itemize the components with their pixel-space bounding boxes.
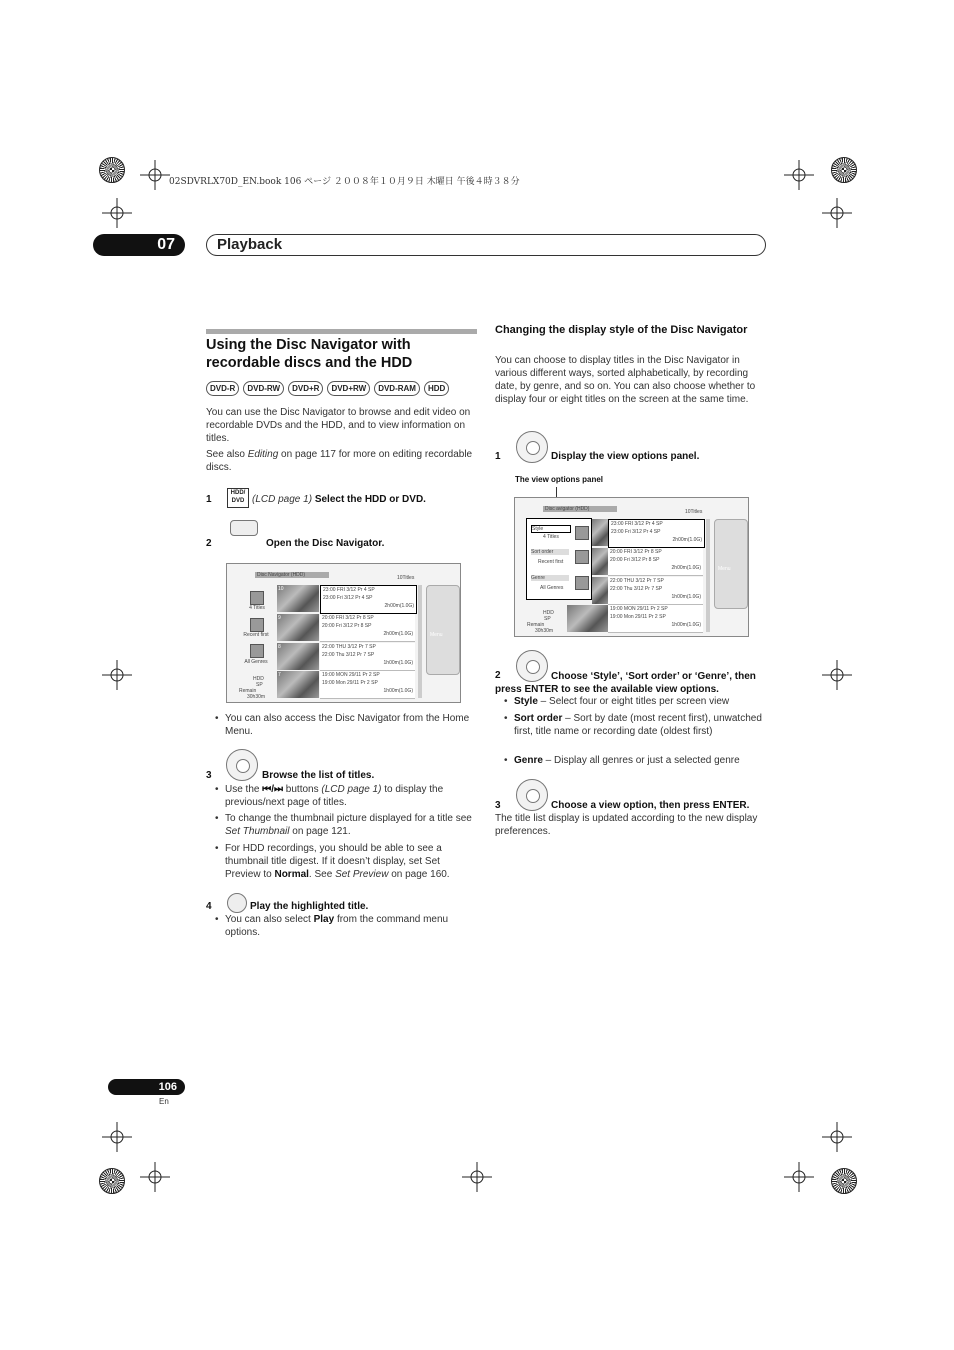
genre-value: All Genres <box>244 659 268 665</box>
sort-icon <box>250 618 264 632</box>
thumbnail <box>277 671 319 698</box>
badge-dvd-plus-rw: DVD+RW <box>327 381 370 396</box>
home-menu-button-icon <box>230 520 258 536</box>
title-row[interactable]: 20:00 FRI 3/12 Pr 8 SP 20:00 Fri 3/12 Pr 8 SP 2h00m(1.0G) <box>608 548 703 576</box>
titles-icon <box>575 526 589 540</box>
color-target-mark <box>831 157 857 183</box>
sort-value: Recent first <box>243 632 269 638</box>
hdd-label: HDD <box>543 610 554 616</box>
row-number: 10 <box>278 586 284 592</box>
see-also-paragraph: See also Editing on page 117 for more on editing recordable discs. <box>206 449 473 473</box>
section-heading: Using the Disc Navigator with recordable discs and the HDD <box>206 337 413 371</box>
remain-time: 30h30m <box>247 694 266 700</box>
thumbnail <box>567 605 608 632</box>
title-row[interactable]: 22:00 THU 3/12 Pr 7 SP 22:00 Thu 3/12 Pr 7 SP 1h00m(1.0G) <box>320 643 415 671</box>
step-4-number: 4 <box>206 901 212 912</box>
genre-icon <box>575 576 589 590</box>
disc-navigator-title: Disc avigator (HDD) <box>543 506 617 512</box>
joystick-icon <box>516 431 548 463</box>
print-header: 02SDVRLX70D_EN.book 106 ページ ２００８年１０月９日 木曜日 午後４時３８分 <box>169 177 520 187</box>
registration-mark <box>140 160 170 190</box>
registration-mark <box>102 1122 132 1152</box>
step-1-text: (LCD page 1) Select the HDD or DVD. <box>252 494 426 505</box>
right-step-3-number: 3 <box>495 800 501 811</box>
style-value: 4 Titles <box>249 605 265 611</box>
bullet-genre: • Genre – Display all genres or just a selected genre <box>504 754 767 767</box>
title-row[interactable]: 22:00 THU 3/12 Pr 7 SP 22:00 Thu 3/12 Pr 7 SP 1h00m(1.0G) <box>608 577 703 605</box>
bullet-play: • You can also select Play from the command menu options. <box>215 913 478 939</box>
hdd-dvd-button-icon: HDD/ DVD <box>227 488 249 508</box>
joystick-icon <box>516 779 548 811</box>
registration-mark <box>822 198 852 228</box>
disc-navigator-screen <box>226 563 461 703</box>
remain-label: Remain <box>239 688 257 694</box>
badge-dvd-plus-r: DVD+R <box>288 381 323 396</box>
color-target-mark <box>99 157 125 183</box>
bullet-prev-next: • Use the ⏮/⏭ buttons (LCD page 1) to display the previous/next page of titles. <box>215 783 478 809</box>
style-option-value: 4 Titles <box>543 534 559 540</box>
title-count: 10Titles <box>397 575 415 581</box>
step-2-text: Open the Disc Navigator. <box>266 538 385 549</box>
chapter-title: Playback <box>206 234 766 256</box>
badge-dvd-rw: DVD-RW <box>243 381 284 396</box>
scrollbar[interactable] <box>706 519 710 632</box>
step-3-number: 3 <box>206 770 212 781</box>
title-row[interactable]: 20:00 FRI 3/12 Pr 8 SP 20:00 Fri 3/12 Pr 8 SP 2h00m(1.0G) <box>320 614 415 642</box>
registration-mark <box>822 660 852 690</box>
update-paragraph: The title list display is updated according to the new display preferences. <box>495 813 758 837</box>
registration-mark <box>784 1162 814 1192</box>
right-step-2-text: Choose ‘Style’, ‘Sort order’ or ‘Genre’, then press ENTER to see the available view options. <box>495 671 756 695</box>
right-step-1-number: 1 <box>495 451 501 462</box>
step-3-text: Browse the list of titles. <box>262 770 375 781</box>
registration-mark <box>462 1162 492 1192</box>
hdd-label: HDD <box>253 676 264 682</box>
scrollbar[interactable] <box>418 585 422 698</box>
sp-label: SP <box>256 682 263 688</box>
badge-hdd: HDD <box>424 381 449 396</box>
enter-button-icon <box>227 893 247 913</box>
genre-option-value: All Genres <box>540 585 564 591</box>
step-1-number: 1 <box>206 494 212 505</box>
row-number: 8 <box>278 644 281 650</box>
right-step-1-text: Display the view options panel. <box>551 451 700 462</box>
thumbnail <box>592 548 608 575</box>
title-row[interactable]: 19:00 MON 29/11 Pr 2 SP 19:00 Mon 29/11 Pr 2 SP 1h00m(1.0G) <box>320 671 415 699</box>
title-row-selected[interactable]: 23:00 FRI 3/12 Pr 4 SP 23:00 Fri 3/12 Pr 4 SP 2h00m(1.0G) <box>320 585 417 614</box>
view-options-screen <box>514 497 749 637</box>
view-options-caption: The view options panel <box>515 475 604 484</box>
registration-mark <box>784 160 814 190</box>
chapter-number: 07 <box>93 234 185 256</box>
registration-mark <box>822 1122 852 1152</box>
thumbnail <box>277 643 319 670</box>
disc-navigator-title: Disc Navigator (HDD) <box>255 572 329 578</box>
menu-panel[interactable] <box>426 585 460 675</box>
step-2-number: 2 <box>206 538 212 549</box>
row-number: 7 <box>278 672 281 678</box>
color-target-mark <box>831 1168 857 1194</box>
subsection-heading: Changing the display style of the Disc Navigator <box>495 324 748 336</box>
badge-dvd-r: DVD-R <box>206 381 239 396</box>
bullet-preview: • For HDD recordings, you should be able to see a thumbnail title digest. If it doesn’t display, set Set Preview to Normal. See Set Preview on page 160. <box>215 842 478 881</box>
menu-panel[interactable] <box>714 519 748 609</box>
language-code: En <box>159 1097 169 1106</box>
bullet-thumbnail: • To change the thumbnail picture displayed for a title see Set Thumbnail on page 121. <box>215 812 478 838</box>
bullet-style: • Style – Select four or eight titles per screen view <box>504 695 767 708</box>
intro-paragraph: You can use the Disc Navigator to browse and edit video on recordable DVDs and the HDD, and to view information on titles. <box>206 407 471 444</box>
registration-mark <box>102 660 132 690</box>
remain-time: 30h30m <box>535 628 554 634</box>
genre-icon <box>250 644 264 658</box>
thumbnail <box>277 614 319 641</box>
thumbnail <box>592 577 608 604</box>
sort-icon <box>575 550 589 564</box>
sp-label: SP <box>544 616 551 622</box>
view-options-panel <box>526 518 592 600</box>
display-style-paragraph: You can choose to display titles in the Disc Navigator in various different ways, sorted alphabetically, by recording date, by genre, and so on. You can also choose whether to display four or eight titles on the screen at the same time. <box>495 355 756 405</box>
sort-order-value: Recent first <box>538 559 564 565</box>
title-row-selected[interactable]: 23:00 FRI 3/12 Pr 4 SP 23:00 Fri 3/12 Pr 4 SP 2h00m(1.0G) <box>608 519 705 548</box>
bullet-sort-order: • Sort order – Sort by date (most recent first), unwatched first, title name or recording date (oldest first) <box>504 712 767 738</box>
genre-option[interactable]: Genre <box>531 575 569 581</box>
title-count: 10Titles <box>685 509 703 515</box>
registration-mark <box>140 1162 170 1192</box>
color-target-mark <box>99 1168 125 1194</box>
menu-label: Menu <box>718 566 731 572</box>
titles-icon <box>250 591 264 605</box>
page-number: 106 <box>108 1079 185 1095</box>
section-rule <box>206 329 477 334</box>
menu-label: Menu <box>430 632 443 638</box>
style-option[interactable]: Style <box>531 525 571 533</box>
registration-mark <box>102 198 132 228</box>
right-step-2-number: 2 <box>495 670 501 681</box>
remain-label: Remain <box>527 622 545 628</box>
joystick-icon <box>226 749 258 781</box>
row-number: 9 <box>278 615 281 621</box>
step-4-text: Play the highlighted title. <box>250 901 369 912</box>
thumbnail <box>592 519 608 546</box>
badge-dvd-ram: DVD-RAM <box>374 381 420 396</box>
bullet-home-menu: • You can also access the Disc Navigator from the Home Menu. <box>215 712 478 738</box>
title-row[interactable]: 19:00 MON 29/11 Pr 2 SP 19:00 Mon 29/11 Pr 2 SP 1h00m(1.0G) <box>608 605 703 633</box>
disc-type-badges <box>206 381 449 396</box>
right-step-3-text: Choose a view option, then press ENTER. <box>551 800 750 811</box>
sort-order-option[interactable]: Sort order <box>531 549 569 555</box>
